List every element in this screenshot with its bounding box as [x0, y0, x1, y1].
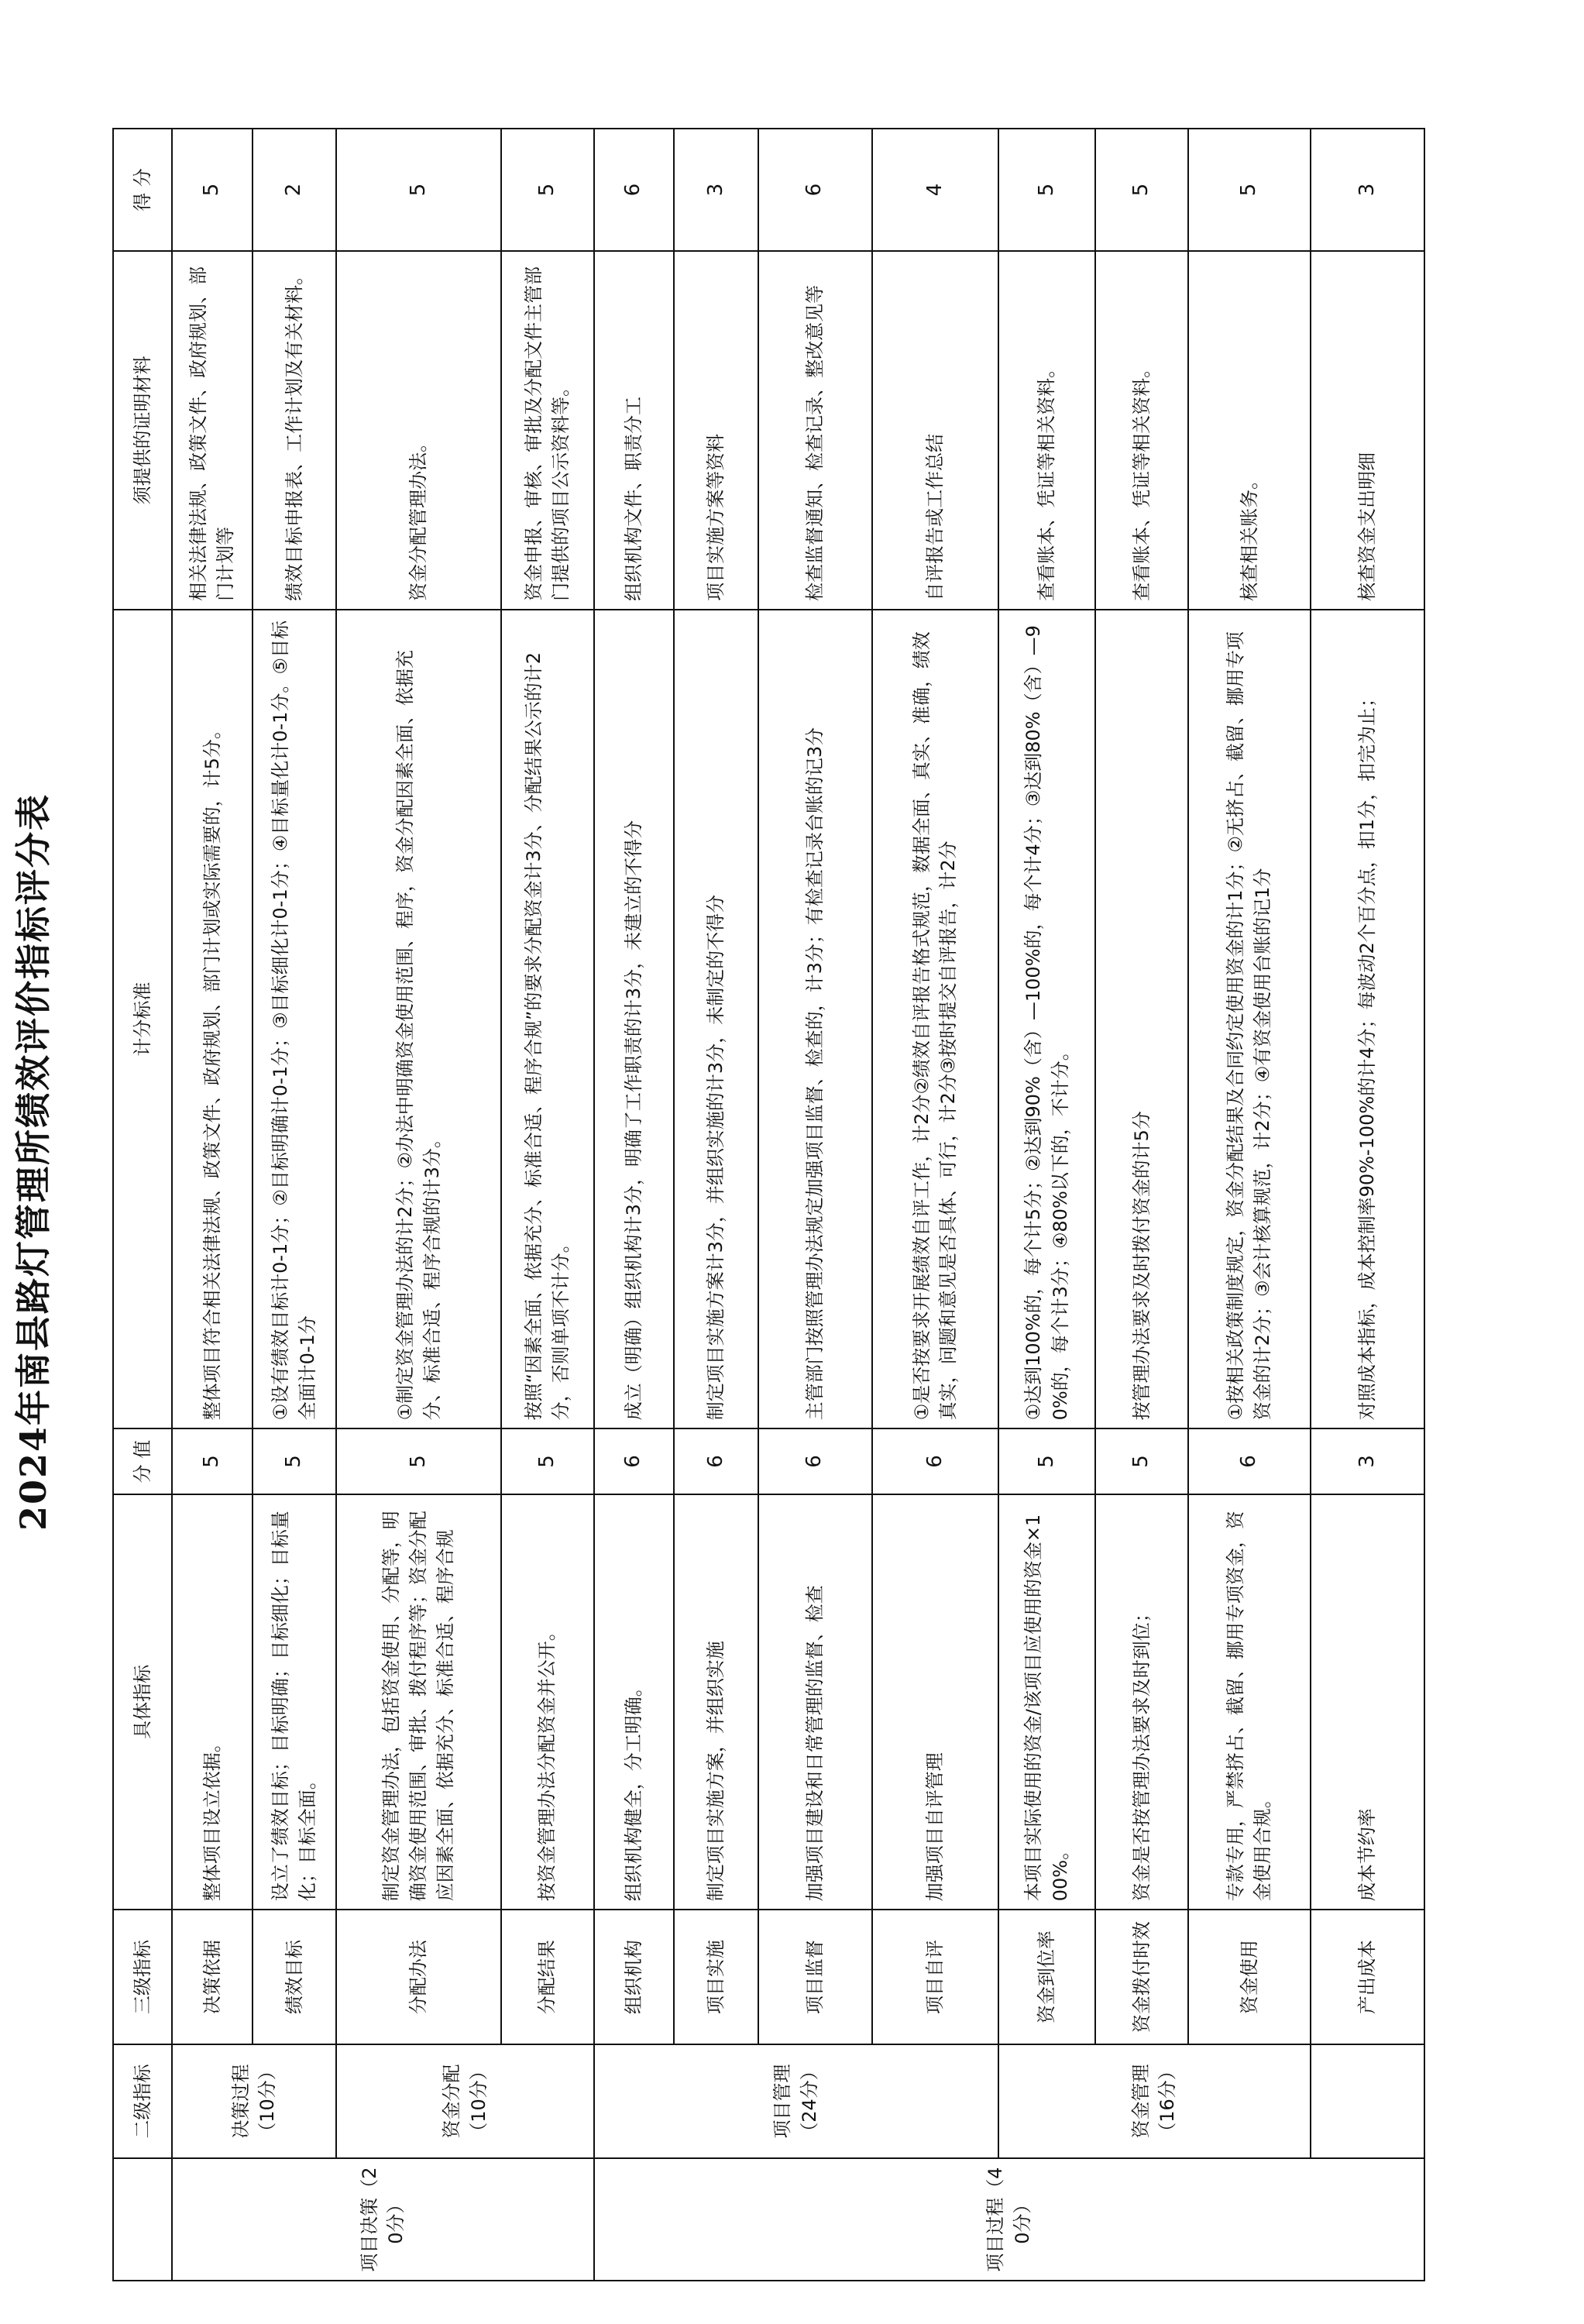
- score-cell: 6: [594, 129, 674, 251]
- value-cell: 6: [872, 1428, 998, 1494]
- table-row: [1095, 129, 1188, 2281]
- table-row: [253, 129, 337, 2281]
- indicator-cell: 加强项目建设和日常管理的监督、检查: [758, 1494, 872, 1910]
- evidence-cell: 检查监督通知、检查记录、整改意见等: [758, 251, 872, 610]
- table-row: [758, 129, 872, 2281]
- score-table: [112, 128, 1425, 2281]
- indicator-cell: 组织机构健全，分工明确。: [594, 1494, 674, 1910]
- indicator-cell: 制定项目实施方案，并组织实施: [674, 1494, 758, 1910]
- evidence-cell: 自评报告或工作总结: [872, 251, 998, 610]
- subgroup-project-management: 项目管理（24分）: [594, 2044, 999, 2158]
- subgroup-empty: [1311, 2044, 1424, 2158]
- indicator-cell: 加强项目自评管理: [872, 1494, 998, 1910]
- evidence-cell: 相关法律法规、政策文件、政府规划、部门计划等: [172, 251, 252, 610]
- table-row: [172, 129, 252, 2281]
- indicator-cell: 资金是否按管理办法要求及时到位；: [1095, 1494, 1188, 1910]
- value-cell: 6: [1188, 1428, 1311, 1494]
- evidence-cell: 绩效目标申报表、工作计划及有关材料。: [253, 251, 337, 610]
- table-row: [336, 129, 500, 2281]
- criteria-cell: 对照成本指标，成本控制率90%-100%的计4分；每波动2个百分点，扣1分，扣完为止；: [1311, 610, 1424, 1429]
- value-cell: 3: [1311, 1428, 1424, 1494]
- level3-cell: 资金拨付时效: [1095, 1910, 1188, 2044]
- value-cell: 6: [674, 1428, 758, 1494]
- table-row: [872, 129, 998, 2281]
- header-indicator: 具体指标: [113, 1494, 172, 1910]
- indicator-cell: 成本节约率: [1311, 1494, 1424, 1910]
- criteria-cell: 制定项目实施方案计3分，并组织实施的计3分，未制定的不得分: [674, 610, 758, 1429]
- header-score: 得 分: [113, 129, 172, 251]
- score-cell: 5: [998, 129, 1095, 251]
- criteria-cell: ①达到100%的，每个计5分；②达到90%（含）—100%的，每个计4分；③达到80%（含）—90%的，每个计3分；④80%以下的，不计分。: [998, 610, 1095, 1429]
- subgroup-decision-process: 决策过程（10分）: [172, 2044, 336, 2158]
- criteria-cell: 主管部门按照管理办法规定加强项目监督、检查的，计3分；有检查记录台账的记3分: [758, 610, 872, 1429]
- criteria-cell: ①设有绩效目标计0-1分；②目标明确计0-1分；③目标细化计0-1分；④目标量化计0-1分。⑤目标全面计0-1分: [253, 610, 337, 1429]
- indicator-cell: 整体项目设立依据。: [172, 1494, 252, 1910]
- level3-cell: 决策依据: [172, 1910, 252, 2044]
- criteria-cell: 按照“因素全面、依据充分、标准合适、程序合规”的要求分配资金计3分、分配结果公示的计2分，否则单项不计分。: [501, 610, 594, 1429]
- criteria-cell: ①是否按要求开展绩效自评工作，计2分②绩效自评报告格式规范，数据全面、真实、准确，绩效真实，问题和意见是否具体、可行，计2分③按时提交自评报告，计2分: [872, 610, 998, 1429]
- header-criteria: 计分标准: [113, 610, 172, 1429]
- score-cell: 3: [1311, 129, 1424, 251]
- indicator-cell: 专款专用，严禁挤占、截留、挪用专项资金，资金使用合规。: [1188, 1494, 1311, 1910]
- score-cell: 5: [336, 129, 500, 251]
- level3-cell: 项目实施: [674, 1910, 758, 2044]
- evidence-cell: 组织机构文件、职责分工: [594, 251, 674, 610]
- header-level1: [113, 2158, 172, 2281]
- indicator-cell: 按资金管理办法分配资金并公开。: [501, 1494, 594, 1910]
- header-level3: 三级指标: [113, 1910, 172, 2044]
- subgroup-fund-allocation: 资金分配（10分）: [336, 2044, 593, 2158]
- table-row: [501, 129, 594, 2281]
- evidence-cell: 资金申报、审核、审批及分配文件主管部门提供的项目公示资料等。: [501, 251, 594, 610]
- page-title: 2024年南县路灯管理所绩效评价指标评分表: [12, 792, 54, 1532]
- criteria-cell: 成立（明确）组织机构计3分，明确了工作职责的计3分，未建立的不得分: [594, 610, 674, 1429]
- evidence-cell: 核查相关账务。: [1188, 251, 1311, 610]
- indicator-cell: 制定资金管理办法，包括资金使用、分配等，明确资金使用范围、审批、拨付程序等；资金分配应因素全面、依据充分、标准合适、程序合规: [336, 1494, 500, 1910]
- value-cell: 6: [758, 1428, 872, 1494]
- value-cell: 5: [501, 1428, 594, 1494]
- level3-cell: 分配办法: [336, 1910, 500, 2044]
- header-score-value: 分 值: [113, 1428, 172, 1494]
- value-cell: 5: [1095, 1428, 1188, 1494]
- indicator-cell: 本项目实际使用的资金/该项目应使用的资金×100%。: [998, 1494, 1095, 1910]
- evidence-cell: 项目实施方案等资料: [674, 251, 758, 610]
- indicator-cell: 设立了绩效目标；目标明确；目标细化；目标量化；目标全面。: [253, 1494, 337, 1910]
- score-cell: 2: [253, 129, 337, 251]
- criteria-cell: ①制定资金管理办法的计2分；②办法中明确资金使用范围、程序，资金分配因素全面、依据充分、标准合适、程序合规的计3分。: [336, 610, 500, 1429]
- score-cell: 5: [1188, 129, 1311, 251]
- criteria-cell: 按管理办法要求及时拨付资金的计5分: [1095, 610, 1188, 1429]
- value-cell: 5: [172, 1428, 252, 1494]
- header-evidence: 须提供的证明材料: [113, 251, 172, 610]
- table-row: [674, 129, 758, 2281]
- evidence-cell: 资金分配管理办法。: [336, 251, 500, 610]
- level3-cell: 资金到位率: [998, 1910, 1095, 2044]
- score-table-container: [112, 128, 1425, 2281]
- evidence-cell: 核查资金支出明细: [1311, 251, 1424, 610]
- level3-cell: 分配结果: [501, 1910, 594, 2044]
- score-cell: 5: [501, 129, 594, 251]
- score-cell: 5: [1095, 129, 1188, 251]
- table-header-row: [113, 129, 172, 2281]
- table-row: [998, 129, 1095, 2281]
- level3-cell: 项目自评: [872, 1910, 998, 2044]
- value-cell: 5: [253, 1428, 337, 1494]
- table-row: [1311, 129, 1424, 2281]
- evidence-cell: 查看账本、凭证等相关资料。: [1095, 251, 1188, 610]
- group-project-decision: 项目决策（20分）: [172, 2158, 593, 2281]
- score-cell: 4: [872, 129, 998, 251]
- table-row: [1188, 129, 1311, 2281]
- score-cell: 3: [674, 129, 758, 251]
- score-cell: 5: [172, 129, 252, 251]
- table-row: [594, 129, 674, 2281]
- evidence-cell: 查看账本、凭证等相关资料。: [998, 251, 1095, 610]
- level3-cell: 绩效目标: [253, 1910, 337, 2044]
- level3-cell: 资金使用: [1188, 1910, 1311, 2044]
- level3-cell: 组织机构: [594, 1910, 674, 2044]
- level3-cell: 产出成本: [1311, 1910, 1424, 2044]
- header-level2: 二级指标: [113, 2044, 172, 2158]
- group-project-process: 项目过程（40分）: [594, 2158, 1424, 2281]
- value-cell: 5: [336, 1428, 500, 1494]
- value-cell: 6: [594, 1428, 674, 1494]
- score-cell: 6: [758, 129, 872, 251]
- criteria-cell: ①按相关政策制度规定，资金分配结果及合同约定使用资金的计1分；②无挤占、截留、挪用专项资金的计2分；③会计核算规范，计2分；④有资金使用台账的记1分: [1188, 610, 1311, 1429]
- criteria-cell: 整体项目符合相关法律法规、政策文件、政府规划、部门计划或实际需要的，计5分。: [172, 610, 252, 1429]
- level3-cell: 项目监督: [758, 1910, 872, 2044]
- subgroup-fund-management: 资金管理（16分）: [998, 2044, 1311, 2158]
- value-cell: 5: [998, 1428, 1095, 1494]
